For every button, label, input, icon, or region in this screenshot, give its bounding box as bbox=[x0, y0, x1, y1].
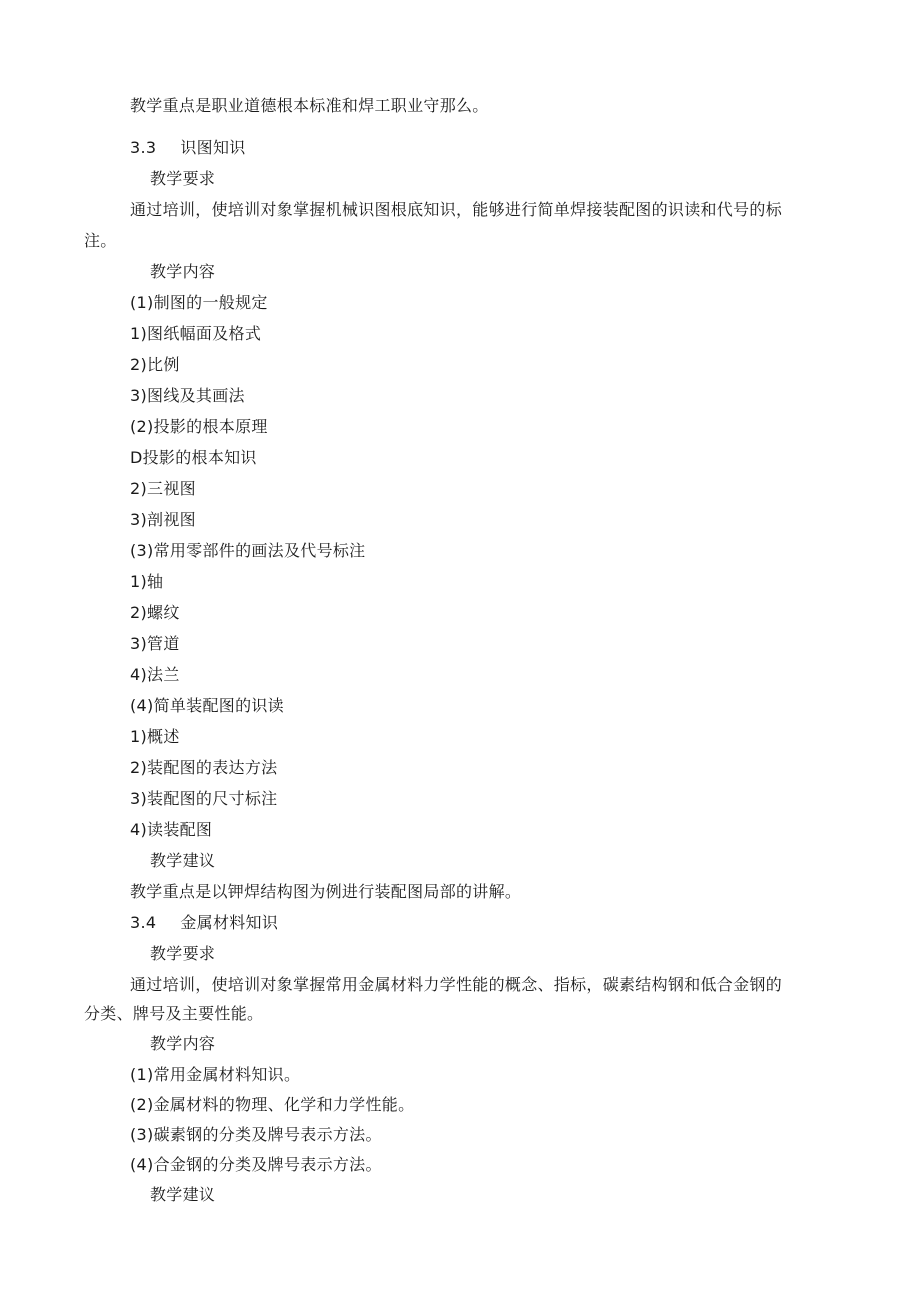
requirements-text: 通过培训，使培训对象掌握常用金属材料力学性能的概念、指标，碳素结构钢和低合金钢的 bbox=[130, 975, 783, 994]
section-3-3-heading bbox=[130, 138, 246, 158]
list-item: 3)管道 bbox=[130, 634, 180, 653]
section-title: 金属材料知识 bbox=[180, 913, 279, 932]
list-item: 2)三视图 bbox=[130, 479, 196, 498]
content-heading: 教学内容 bbox=[150, 1034, 216, 1053]
list-item: 2)螺纹 bbox=[130, 603, 180, 622]
list-item: 3)剖视图 bbox=[130, 510, 196, 529]
list-item: (2)投影的根本原理 bbox=[130, 417, 268, 436]
list-item: 1)概述 bbox=[130, 727, 180, 746]
advice-heading: 教学建议 bbox=[150, 851, 216, 870]
requirements-heading: 教学要求 bbox=[150, 169, 216, 188]
advice-heading: 教学建议 bbox=[150, 1185, 216, 1204]
list-item: 1)图纸幅面及格式 bbox=[130, 324, 262, 343]
list-item: (1)常用金属材料知识。 bbox=[130, 1065, 301, 1084]
list-item: (3)常用零部件的画法及代号标注 bbox=[130, 541, 366, 560]
requirements-text-cont: 分类、牌号及主要性能。 bbox=[84, 1004, 264, 1023]
list-item: D投影的根本知识 bbox=[130, 448, 257, 467]
list-item: 4)法兰 bbox=[130, 665, 180, 684]
section-number: 3.3 bbox=[130, 138, 157, 157]
list-item: 2)比例 bbox=[130, 355, 180, 374]
list-item: 1)轴 bbox=[130, 572, 164, 591]
list-item: (2)金属材料的物理、化学和力学性能。 bbox=[130, 1095, 415, 1114]
list-item: 3)装配图的尺寸标注 bbox=[130, 789, 278, 808]
list-item: (3)碳素钢的分类及牌号表示方法。 bbox=[130, 1125, 382, 1144]
advice-text: 教学重点是以钾焊结构图为例进行装配图局部的讲解。 bbox=[130, 882, 522, 901]
list-item: (4)简单装配图的识读 bbox=[130, 696, 284, 715]
section-3-4-heading bbox=[130, 913, 278, 933]
intro-line: 教学重点是职业道德根本标准和焊工职业守那么。 bbox=[130, 96, 489, 115]
requirements-text-cont: 注。 bbox=[84, 231, 117, 250]
section-title: 识图知识 bbox=[180, 138, 246, 157]
list-item: (4)合金钢的分类及牌号表示方法。 bbox=[130, 1155, 382, 1174]
list-item: 4)读装配图 bbox=[130, 820, 213, 839]
list-item: (1)制图的一般规定 bbox=[130, 293, 268, 312]
requirements-text: 通过培训，使培训对象掌握机械识图根底知识，能够进行简单焊接装配图的识读和代号的标 bbox=[130, 200, 783, 219]
content-heading: 教学内容 bbox=[150, 262, 216, 281]
section-number: 3.4 bbox=[130, 913, 157, 932]
list-item: 3)图线及其画法 bbox=[130, 386, 245, 405]
requirements-heading: 教学要求 bbox=[150, 944, 216, 963]
list-item: 2)装配图的表达方法 bbox=[130, 758, 278, 777]
